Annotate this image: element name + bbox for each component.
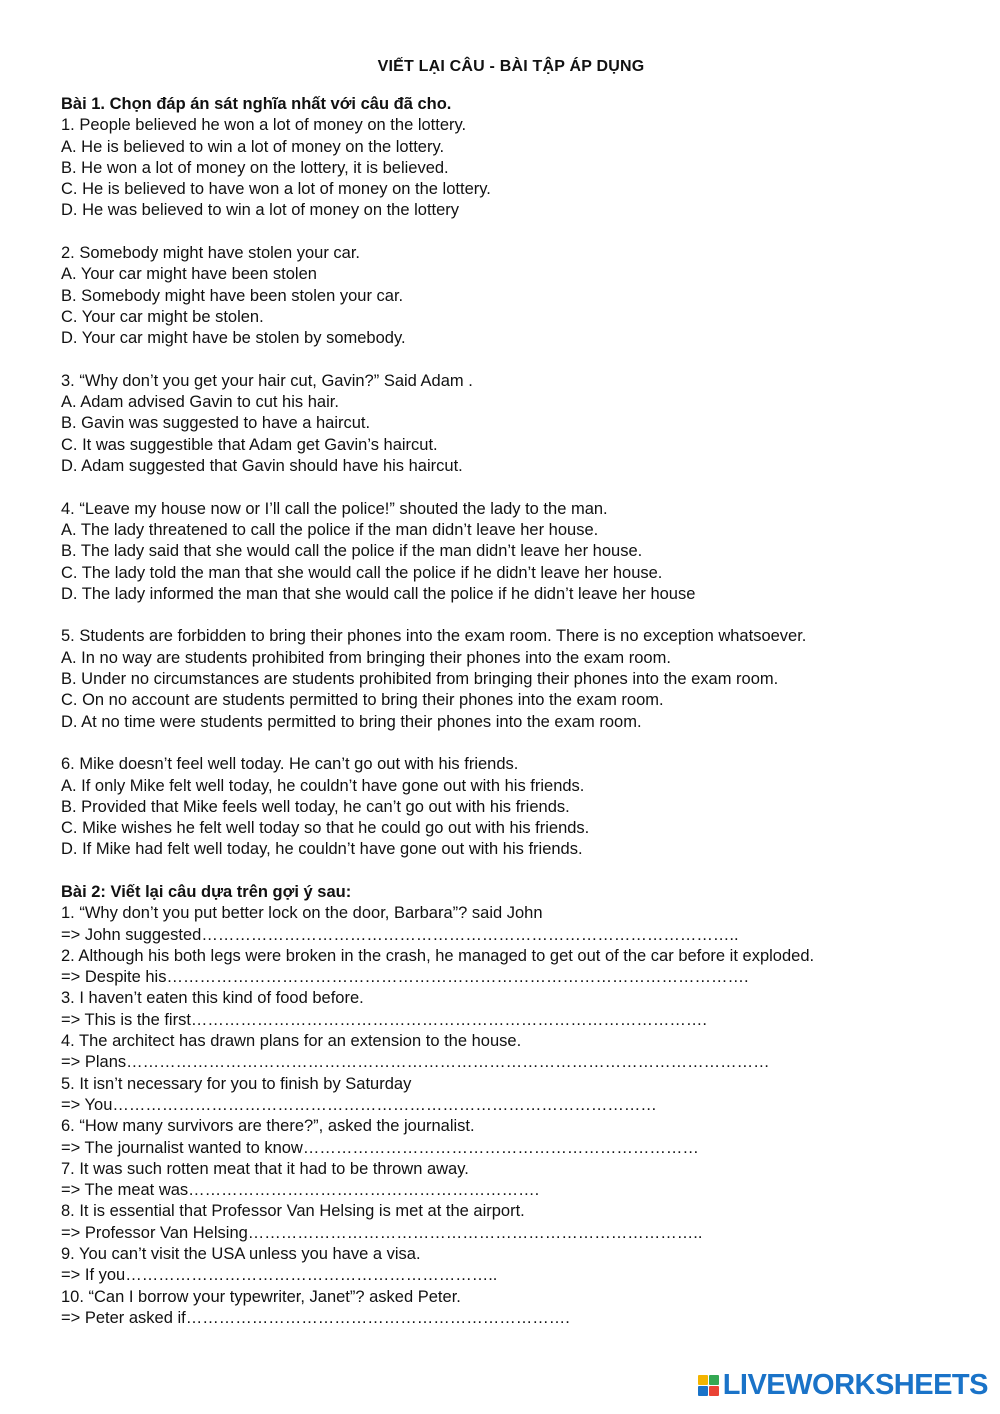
answer-option: D. The lady informed the man that she would call the police if he didn’t leave her house	[61, 584, 696, 603]
spacer	[61, 477, 961, 498]
answer-option: C. Your car might be stolen.	[61, 307, 264, 326]
rewrite-answer-line: => Professor Van Helsing………………………………………………………………………..	[61, 1223, 703, 1242]
section-1-heading: Bài 1. Chọn đáp án sát nghĩa nhất với câu đã cho.	[61, 95, 452, 113]
rewrite-answer-line: => This is the first………………………………………………………………………………….	[61, 1010, 707, 1029]
watermark-text: LIVEWORKSHEETS	[722, 1369, 988, 1401]
rewrite-item	[61, 1116, 961, 1159]
spacer	[61, 861, 961, 882]
rewrite-answer-line: => John suggested……………………………………………………………………………………..	[61, 925, 739, 944]
section-1	[61, 94, 961, 861]
answer-option: A. He is believed to win a lot of money on the lottery.	[61, 137, 445, 156]
rewrite-item	[61, 903, 961, 946]
rewrite-item	[61, 988, 961, 1031]
rewrite-answer-line: => You………………………………………………………………………………………	[61, 1095, 657, 1114]
spacer	[61, 733, 961, 754]
answer-option: D. He was believed to win a lot of money on the lottery	[61, 201, 460, 220]
answer-option: A. If only Mike felt well today, he couldn’t have gone out with his friends.	[61, 776, 585, 795]
rewrite-prompt: 4. The architect has drawn plans for an extension to the house.	[61, 1032, 522, 1051]
rewrite-answer-line: => The meat was……………………………………………………….	[61, 1181, 540, 1200]
answer-option: B. He won a lot of money on the lottery, it is believed.	[61, 158, 449, 177]
rewrite-answer-line: => The journalist wanted to know………………………………………………………………	[61, 1138, 699, 1157]
question-block	[61, 626, 961, 732]
rewrite-prompt: 8. It is essential that Professor Van Helsing is met at the airport.	[61, 1202, 525, 1221]
answer-option: A. In no way are students prohibited from bringing their phones into the exam room.	[61, 648, 671, 667]
section-2-heading: Bài 2: Viết lại câu dựa trên gợi ý sau:	[61, 882, 352, 901]
rewrite-prompt: 6. “How many survivors are there?”, asked the journalist.	[61, 1117, 475, 1136]
answer-option: D. If Mike had felt well today, he couldn’t have gone out with his friends.	[61, 840, 583, 859]
answer-option: D. Adam suggested that Gavin should have his haircut.	[61, 457, 463, 476]
rewrite-prompt: 5. It isn’t necessary for you to finish by Saturday	[61, 1074, 412, 1093]
spacer	[61, 222, 961, 243]
answer-option: C. On no account are students permitted to bring their phones into the exam room.	[61, 691, 664, 710]
question-prompt: 2. Somebody might have stolen your car.	[61, 244, 360, 263]
question-block	[61, 754, 961, 860]
question-prompt: 5. Students are forbidden to bring their phones into the exam room. There is no exception whatsoever.	[61, 627, 807, 646]
answer-option: C. He is believed to have won a lot of money on the lottery.	[61, 180, 491, 199]
section-2	[61, 882, 961, 1329]
rewrite-prompt: 10. “Can I borrow your typewriter, Janet”? asked Peter.	[61, 1287, 461, 1306]
rewrite-item	[61, 1031, 961, 1074]
answer-option: B. Under no circumstances are students prohibited from bringing their phones into the exam room.	[61, 670, 779, 689]
rewrite-answer-line: => If you…………………………………………………………..	[61, 1266, 498, 1285]
rewrite-item	[61, 1201, 961, 1244]
question-prompt: 4. “Leave my house now or I’ll call the police!” shouted the lady to the man.	[61, 499, 608, 518]
liveworksheets-logo-icon	[698, 1375, 719, 1396]
question-prompt: 3. “Why don’t you get your hair cut, Gavin?” Said Adam .	[61, 371, 473, 390]
question-prompt: 6. Mike doesn’t feel well today. He can’t go out with his friends.	[61, 755, 519, 774]
question-block	[61, 499, 961, 605]
rewrite-prompt: 9. You can’t visit the USA unless you have a visa.	[61, 1245, 421, 1264]
answer-option: D. At no time were students permitted to bring their phones into the exam room.	[61, 712, 642, 731]
answer-option: C. It was suggestible that Adam get Gavin’s haircut.	[61, 435, 438, 454]
rewrite-item	[61, 1244, 961, 1287]
rewrite-prompt: 2. Although his both legs were broken in the crash, he managed to get out of the car before it exploded.	[61, 946, 815, 965]
rewrite-item	[61, 1287, 961, 1330]
answer-option: A. Adam advised Gavin to cut his hair.	[61, 393, 339, 412]
spacer	[61, 350, 961, 371]
rewrite-item	[61, 946, 961, 989]
liveworksheets-watermark	[698, 1369, 988, 1402]
rewrite-prompt: 7. It was such rotten meat that it had to be thrown away.	[61, 1159, 469, 1178]
answer-option: B. Gavin was suggested to have a haircut.	[61, 414, 371, 433]
rewrite-answer-line: => Peter asked if…………………………………………………………….	[61, 1308, 570, 1327]
page-title: VIẾT LẠI CÂU - BÀI TẬP ÁP DỤNG	[377, 58, 645, 75]
answer-option: D. Your car might have be stolen by somebody.	[61, 329, 406, 348]
answer-option: B. Provided that Mike feels well today, he can’t go out with his friends.	[61, 797, 570, 816]
answer-option: B. The lady said that she would call the police if the man didn’t leave her house.	[61, 542, 643, 561]
question-block	[61, 371, 961, 477]
rewrite-answer-line: => Despite his…………………………………………………………………………………………….	[61, 968, 749, 987]
answer-option: C. Mike wishes he felt well today so that he could go out with his friends.	[61, 819, 590, 838]
worksheet	[61, 58, 961, 1329]
rewrite-prompt: 1. “Why don’t you put better lock on the door, Barbara”? said John	[61, 904, 543, 923]
rewrite-item	[61, 1159, 961, 1202]
spacer	[61, 605, 961, 626]
rewrite-answer-line: => Plans………………………………………………………………………………………………………	[61, 1053, 770, 1072]
rewrite-prompt: 3. I haven’t eaten this kind of food before.	[61, 989, 364, 1008]
question-block	[61, 243, 961, 349]
rewrite-item	[61, 1074, 961, 1117]
answer-option: A. Your car might have been stolen	[61, 265, 317, 284]
answer-option: C. The lady told the man that she would call the police if he didn’t leave her house.	[61, 563, 663, 582]
question-block	[61, 115, 961, 221]
answer-option: B. Somebody might have been stolen your car.	[61, 286, 404, 305]
answer-option: A. The lady threatened to call the police if the man didn’t leave her house.	[61, 520, 599, 539]
question-prompt: 1. People believed he won a lot of money on the lottery.	[61, 116, 467, 135]
